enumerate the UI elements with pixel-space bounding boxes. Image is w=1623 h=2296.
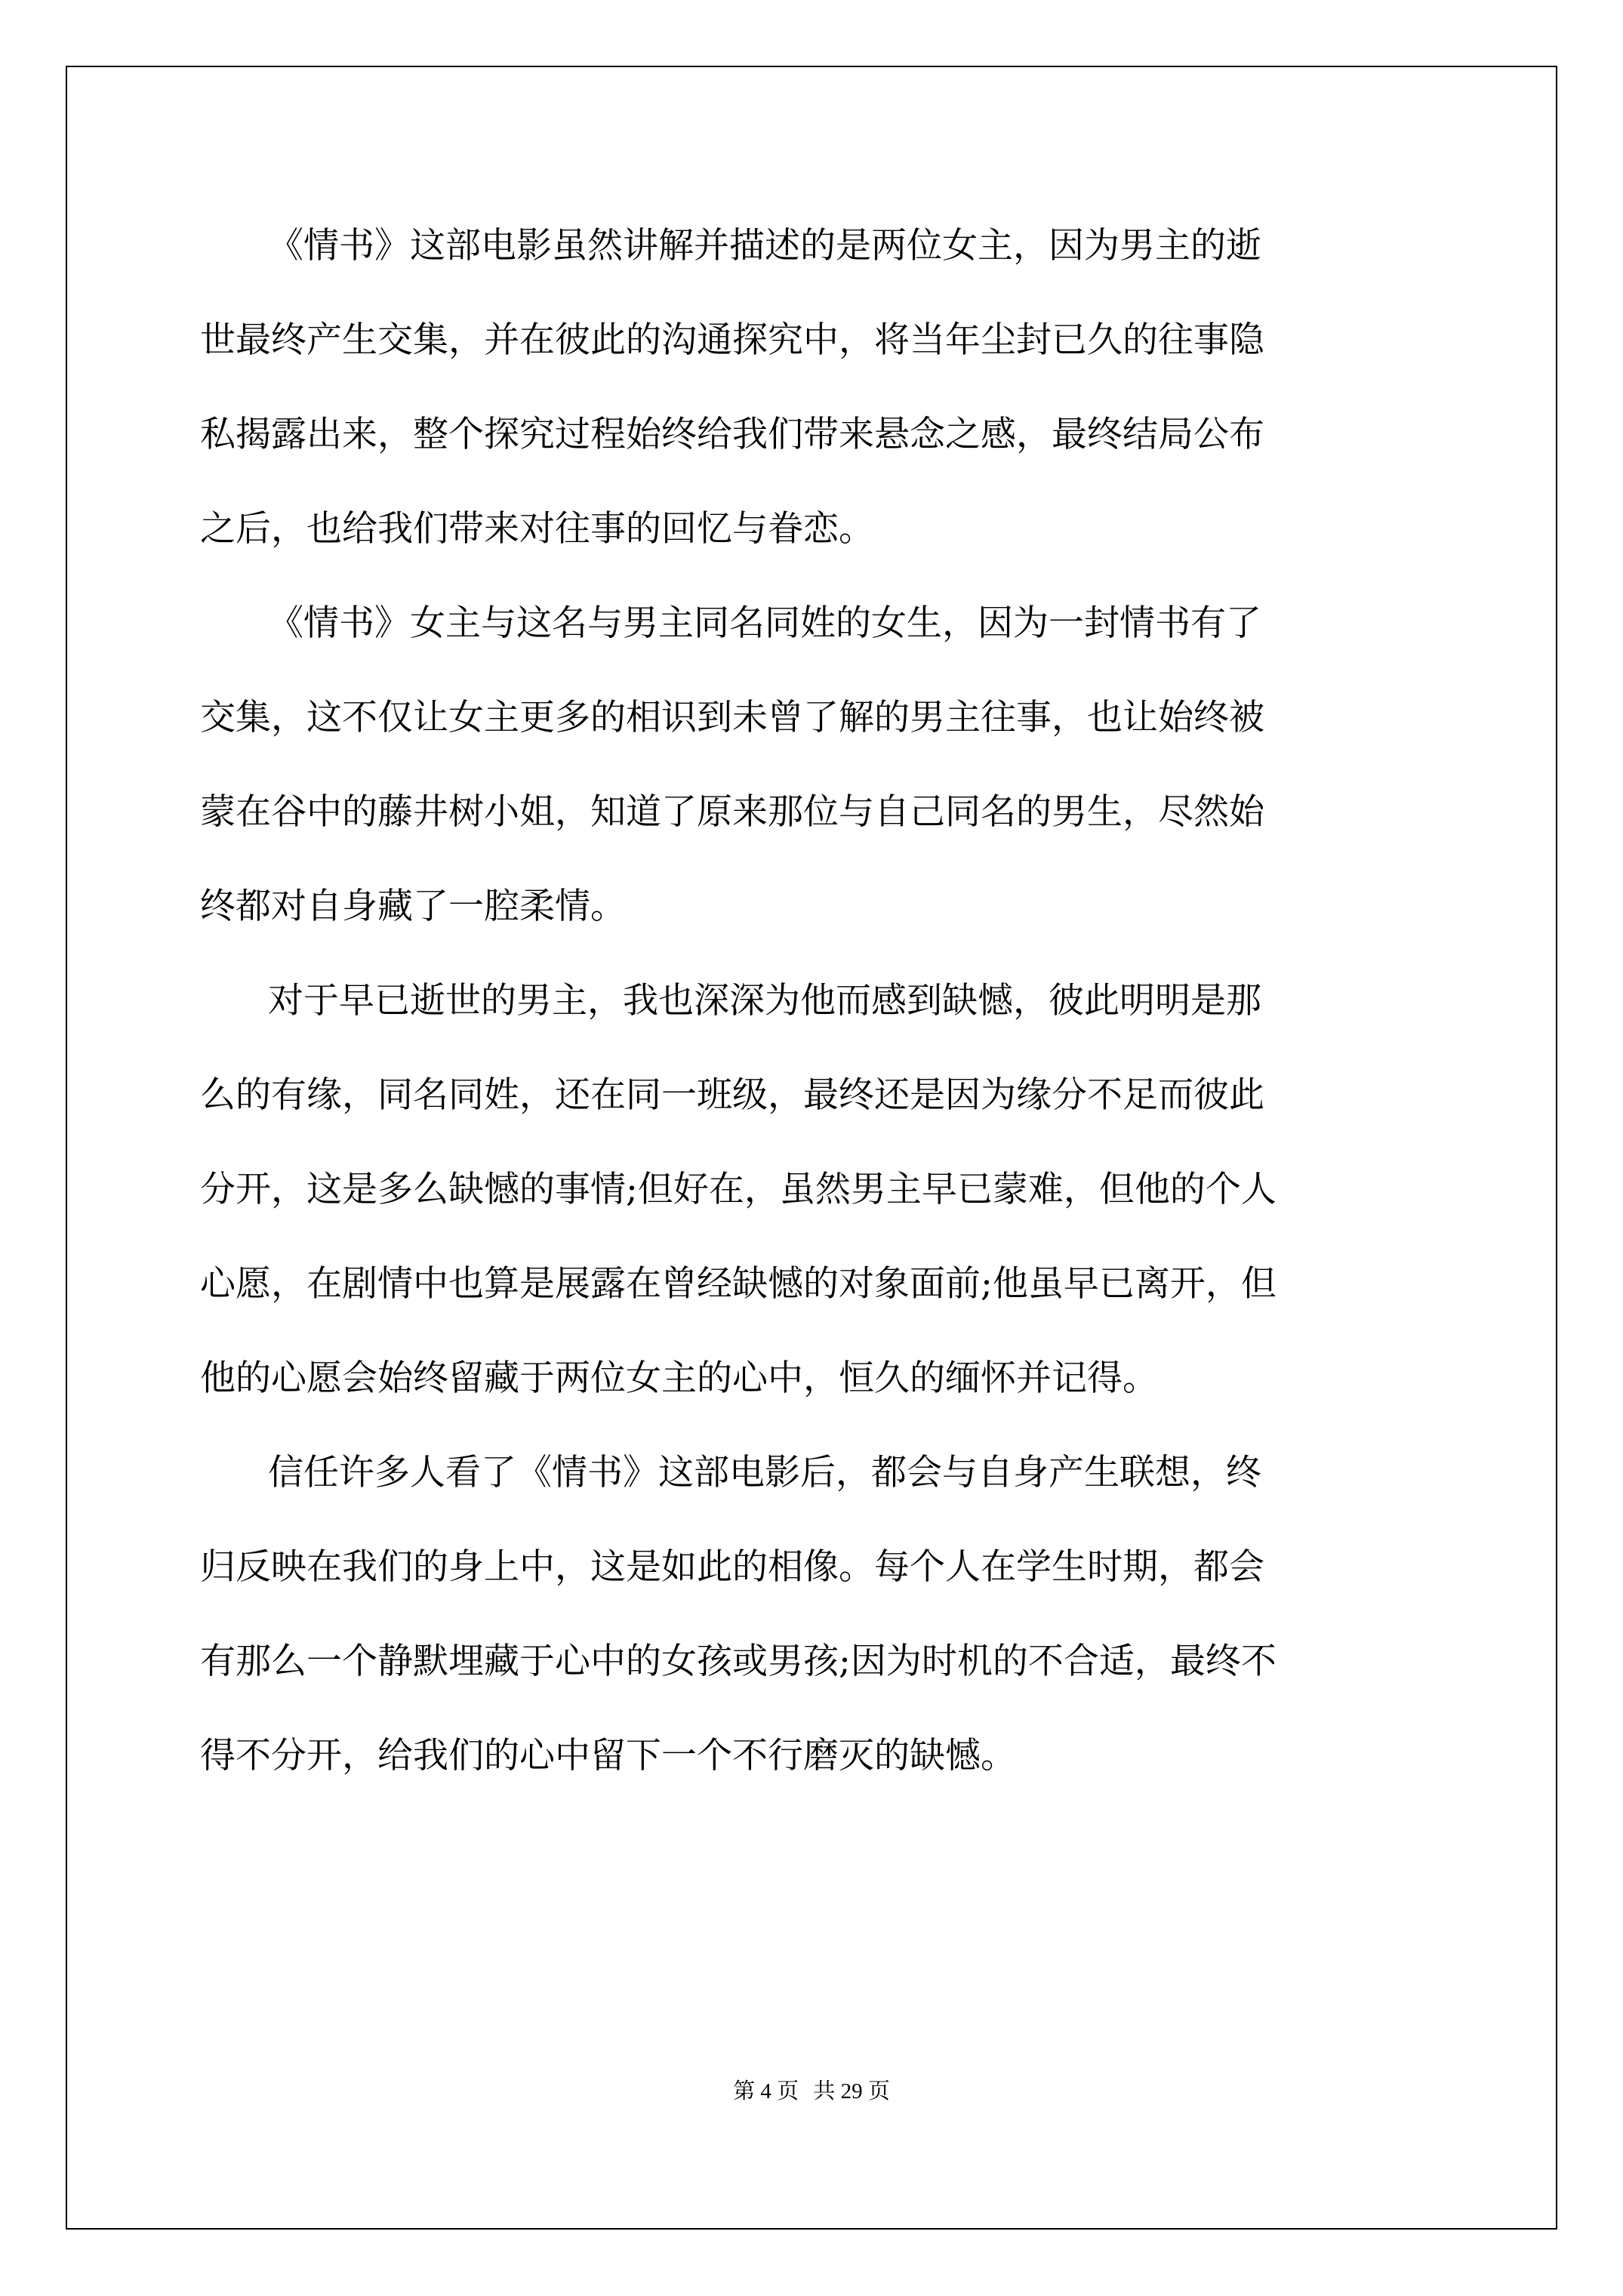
paragraph-2-line-2: 交集，这不仅让女主更多的相识到未曾了解的男主往事，也让始终被 <box>200 697 1264 738</box>
paragraph-4-line-1: 信任许多人看了《情书》这部电影后，都会与自身产生联想，终 <box>268 1452 1261 1493</box>
paragraph-4-line-3: 有那么一个静默埋藏于心中的女孩或男孩;因为时机的不合适，最终不 <box>200 1641 1277 1682</box>
paragraph-3-line-4: 心愿，在剧情中也算是展露在曾经缺憾的对象面前;他虽早已离开，但 <box>200 1263 1277 1305</box>
paragraph-1-line-2: 世最终产生交集，并在彼此的沟通探究中，将当年尘封已久的往事隐 <box>200 319 1264 361</box>
page-total: 共 29 页 <box>813 2079 890 2103</box>
paragraph-2-line-4: 终都对自身藏了一腔柔情。 <box>200 886 626 927</box>
paragraph-2-line-3: 蒙在谷中的藤井树小姐，知道了原来那位与自己同名的男生，尽然始 <box>200 791 1264 833</box>
document-body <box>200 211 1423 1816</box>
paragraph-4-line-2: 归反映在我们的身上中，这是如此的相像。每个人在学生时期，都会 <box>200 1546 1264 1588</box>
paragraph-3-line-1: 对于早已逝世的男主，我也深深为他而感到缺憾，彼此明明是那 <box>268 980 1261 1022</box>
paragraph-1-line-4: 之后，也给我们带来对往事的回忆与眷恋。 <box>200 508 874 550</box>
page-number: 第 4 页 <box>733 2079 799 2103</box>
paragraph-1-line-3: 私揭露出来，整个探究过程始终给我们带来悬念之感，最终结局公布 <box>200 414 1264 455</box>
paragraph-2-line-1: 《情书》女主与这名与男主同名同姓的女生，因为一封情书有了 <box>268 603 1261 644</box>
paragraph-4-line-4: 得不分开，给我们的心中留下一个不行磨灭的缺憾。 <box>200 1735 1016 1777</box>
paragraph-3-line-3: 分开，这是多么缺憾的事情;但好在，虽然男主早已蒙难，但他的个人 <box>200 1169 1277 1210</box>
paragraph-1-line-1: 《情书》这部电影虽然讲解并描述的是两位女主，因为男主的逝 <box>268 225 1261 267</box>
paragraph-3-line-5: 他的心愿会始终留藏于两位女主的心中，恒久的缅怀并记得。 <box>200 1358 1158 1399</box>
paragraph-3-line-2: 么的有缘，同名同姓，还在同一班级，最终还是因为缘分不足而彼此 <box>200 1074 1264 1116</box>
page-footer <box>0 2074 1623 2105</box>
